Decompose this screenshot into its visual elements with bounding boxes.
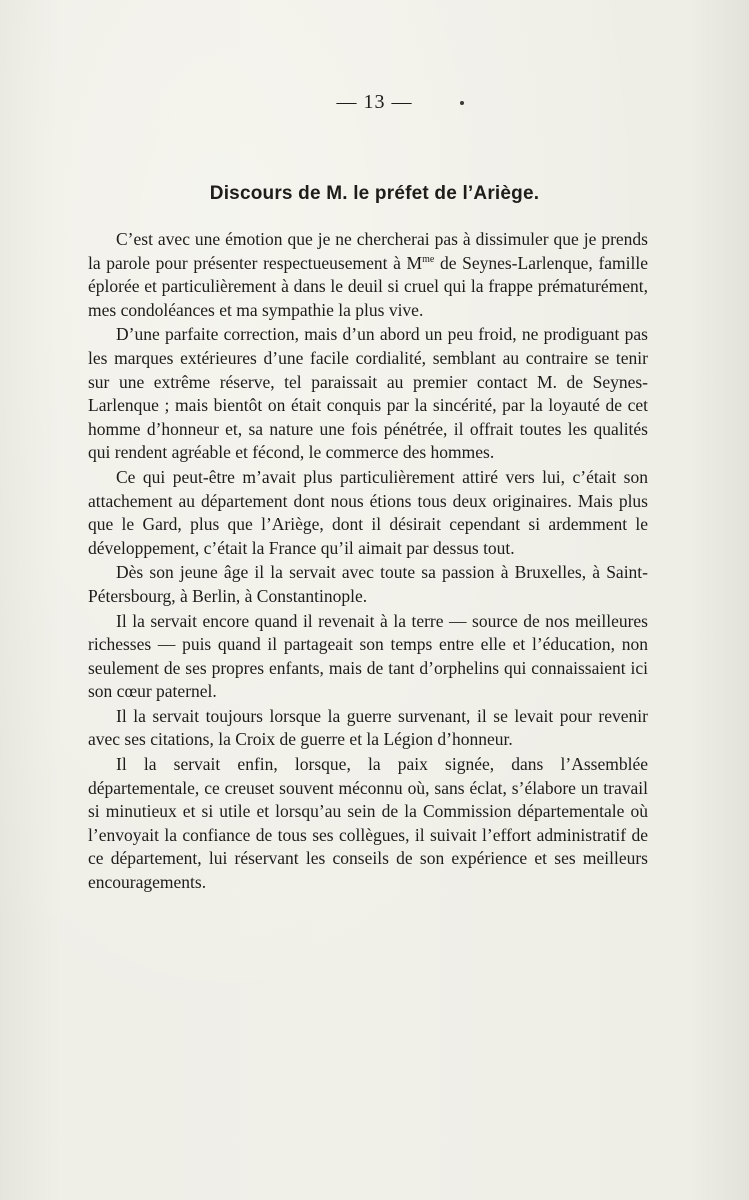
paragraph-1-after: de Seynes-Larlenque, famille éplorée et particulièrement à dans le deuil si cruel qui la frappe prématurément, mes condoléances et ma sympathie la plus vive. [88, 252, 649, 320]
paragraph-1-before: C’est avec une émotion que je ne chercherai pas à dissimuler que je prends la parole pour présenter respectueusement à M [88, 229, 648, 273]
printer-dot [460, 101, 464, 105]
speech-body [88, 228, 648, 895]
paragraph-3: Ce qui peut-être m’avait plus particulièrement attiré vers lui, c’était son attachement au département dont nous étions tous deux originaires. Mais plus que le Gard, plus que l’Ariège, dont il désirait cependant si ardemment le développement, c’était la France qu’il aimait par dessus tout. [88, 466, 648, 558]
paragraph-4: Dès son jeune âge il la servait avec toute sa passion à Bruxelles, à Saint-Pétersbourg, à Berlin, à Constantinople. [88, 562, 648, 606]
page-number: — 13 — [336, 91, 413, 113]
speech-title: Discours de M. le préfet de l’Ariège. [209, 183, 540, 204]
paragraph-1 [88, 228, 648, 322]
paragraph-1-superscript: me [422, 253, 435, 265]
paragraph-6: Il la servait toujours lorsque la guerre survenant, il se levait pour revenir avec ses citations, la Croix de guerre et la Légion d’honneur. [88, 705, 648, 750]
paragraph-7: Il la servait enfin, lorsque, la paix signée, dans l’Assemblée départementale, ce creuset souvent méconnu où, sans éclat, s’élabore un travail si minutieux et si utile et lorsqu’au sein de la Commission départementale où l’envoyait la confiance de tous ses collègues, il suivait l’effort administratif de ce département, lui réservant les conseils de son expérience et ses meilleurs encouragements. [88, 754, 648, 893]
paragraph-2: D’une parfaite correction, mais d’un abord un peu froid, ne prodiguant pas les marques extérieures d’une facile cordialité, semblant au contraire se tenir sur une extrême réserve, tel paraissait au premier contact M. de Seynes-Larlenque ; mais bientôt on était conquis par la sincérité, par la loyauté de cet homme d’honneur et, sa nature une fois pénétrée, il offrait toutes les qualités qui rendent agréable et fécond, le commerce des hommes. [88, 324, 648, 463]
paragraph-5: Il la servait encore quand il revenait à la terre — source de nos meilleures richesses — puis quand il partageait son temps entre elle et l’éducation, non seulement de ses propres enfants, mais de tant d’orphelins qui connaissaient ici son cœur paternel. [88, 610, 648, 702]
